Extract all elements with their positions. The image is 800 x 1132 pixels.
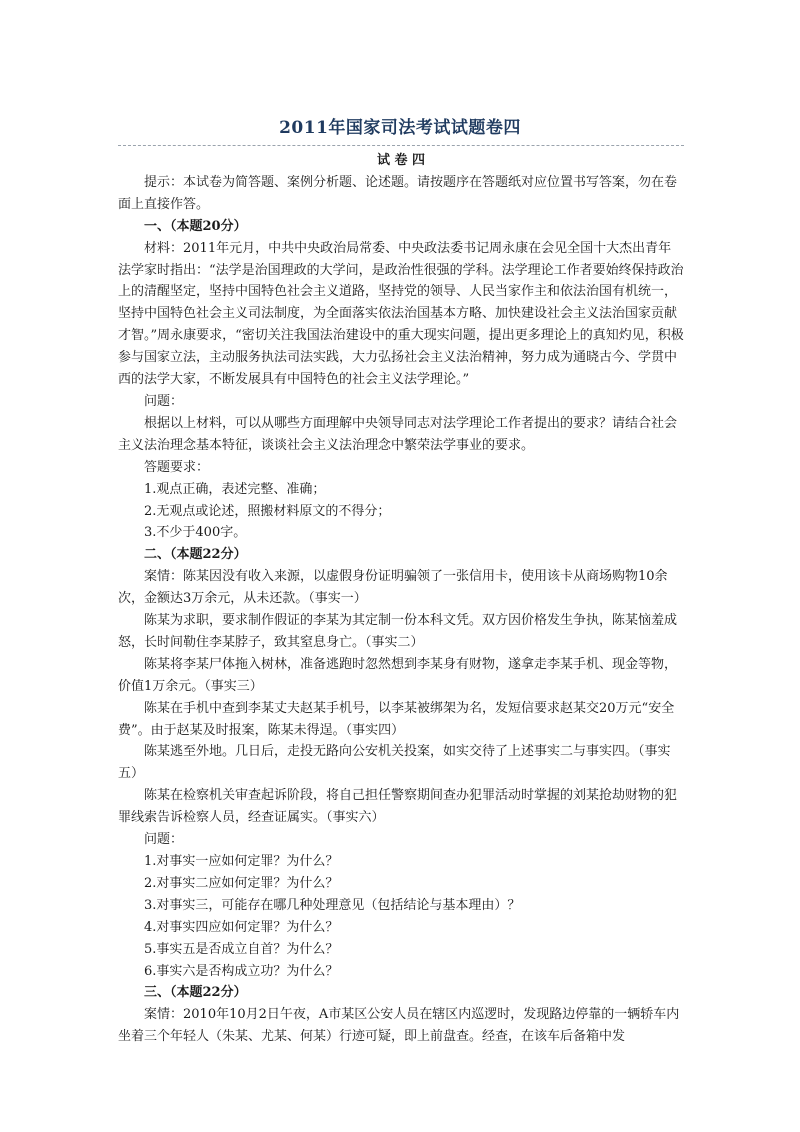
document-title: 2011年国家司法考试试题卷四	[279, 118, 521, 138]
exam-prompt: 提示：本试卷为简答题、案例分析题、论述题。请按题序在答题纸对应位置书写答案，勿在卷面上直接作答。	[118, 174, 678, 212]
case-fact: 陈某将李某尸体拖入树林，准备逃跑时忽然想到李某身有财物，遂拿走李某手机、现金等物，价值1万余元。（事实三）	[118, 656, 678, 694]
question-1-question-label: 问题：	[144, 393, 184, 409]
requirement-item: 1.观点正确，表述完整、准确；	[144, 481, 326, 497]
question-2-question-label: 问题：	[144, 832, 184, 848]
title-divider	[118, 145, 684, 146]
question-item: 2.对事实二应如何定罪？为什么？	[144, 875, 339, 891]
question-3-text: 案情：2010年10月2日午夜，A市某区公安人员在辖区内巡逻时，发现路边停靠的一辆轿车内坐着三个年轻人（朱某、尤某、何某）行迹可疑，即上前盘查。经查，在该车后备箱中发	[118, 1007, 680, 1045]
case-fact: 陈某在检察机关审查起诉阶段，将自己担任警察期间查办犯罪活动时掌握的刘某抢劫财物的犯罪线索告诉检察人员，经查证属实。（事实六）	[118, 788, 678, 826]
paper-subtitle: 试 卷 四	[376, 153, 426, 168]
question-item: 3.对事实三，可能存在哪几种处理意见（包括结论与基本理由）？	[144, 897, 521, 913]
question-1-heading: 一、（本题20分）	[144, 218, 247, 234]
case-fact: 案情：陈某因没有收入来源，以虚假身份证明骗领了一张信用卡，使用该卡从商场购物10余次，金额达3万余元，从未还款。（事实一）	[118, 569, 668, 607]
question-2-heading: 二、（本题22分）	[144, 547, 247, 563]
question-3-heading: 三、（本题22分）	[144, 985, 247, 1001]
question-item: 6.事实六是否构成立功？为什么？	[144, 963, 339, 979]
question-item: 4.对事实四应如何定罪？为什么？	[144, 919, 339, 935]
question-item: 5.事实五是否成立自首？为什么？	[144, 941, 339, 957]
document-body	[118, 150, 684, 1048]
question-1-requirements-label: 答题要求：	[144, 459, 210, 475]
requirement-item: 2.无观点或论述，照搬材料原文的不得分；	[144, 503, 391, 519]
question-1-material: 材料：2011年元月，中共中央政治局常委、中央政法委书记周永康在会见全国十大杰出青年法学家时指出：“法学是治国理政的大学问，是政治性很强的学科。法学理论工作者要始终保持政治上的清醒坚定，坚持中国特色社会主义道路，坚持党的领导、人民当家作主和依法治国有机统一，坚持中国特色社会主义司法制度，为全面落实依法治国基本方略、加快建设社会主义法治国家贡献才智。”周永康要求，“密切关注我国法治建设中的重大现实问题，提出更多理论上的真知灼见，积极参与国家立法，主动服务执法司法实践，大力弘扬社会主义法治精神，努力成为通晓古今、学贯中西的法学大家，不断发展具有中国特色的社会主义法学理论。”	[118, 240, 684, 388]
requirement-item: 3.不少于400字。	[144, 525, 247, 541]
question-item: 1.对事实一应如何定罪？为什么？	[144, 854, 339, 869]
case-fact: 陈某逃至外地。几日后，走投无路向公安机关投案，如实交待了上述事实二与事实四。（事实五）	[118, 744, 671, 782]
case-fact: 陈某在手机中查到李某丈夫赵某手机号，以李某被绑架为名，发短信要求赵某交20万元“安全费”。由于赵某及时报案，陈某未得逞。（事实四）	[118, 700, 675, 738]
question-1-question: 根据以上材料，可以从哪些方面理解中央领导同志对法学理论工作者提出的要求？请结合社会主义法治理念基本特征，谈谈社会主义法治理念中繁荣法学事业的要求。	[118, 415, 678, 453]
case-fact: 陈某为求职，要求制作假证的李某为其定制一份本科文凭。双方因价格发生争执，陈某恼羞成怒，长时间勒住李某脖子，致其窒息身亡。（事实二）	[118, 613, 678, 650]
